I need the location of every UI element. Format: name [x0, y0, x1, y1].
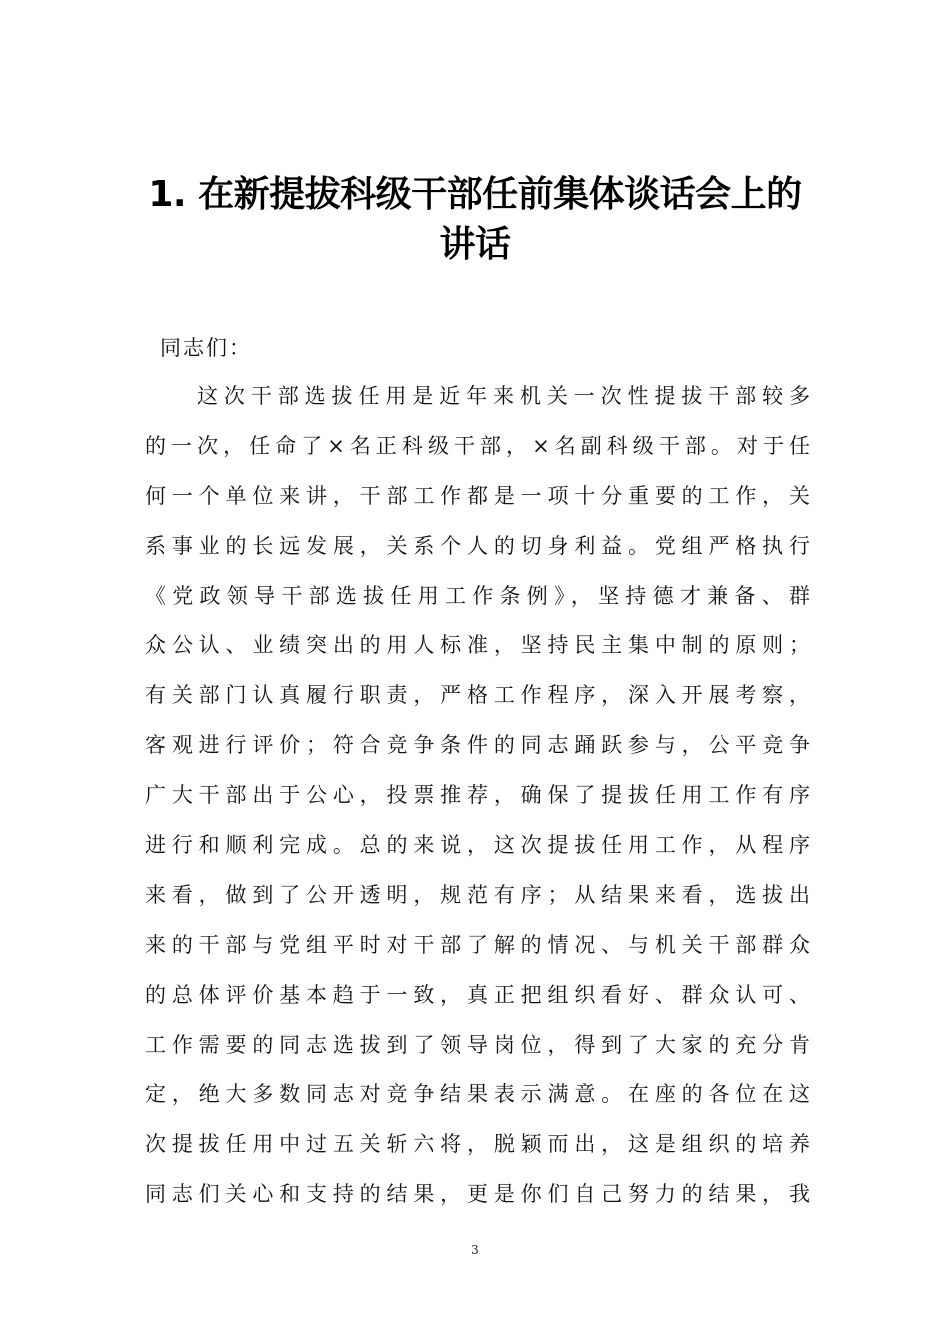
body-line: 《党政领导干部选拔任用工作条例》，坚持德才兼备、群	[145, 583, 810, 608]
body-line: 次提拔任用中过五关斩六将，脱颖而出，这是组织的培养	[145, 1132, 810, 1157]
body-line: 工作需要的同志选拔到了领导岗位，得到了大家的充分肯	[145, 1032, 810, 1057]
body-line: 客观进行评价；符合竞争条件的同志踊跃参与，公平竞争	[145, 733, 810, 758]
body-line: 有关部门认真履行职责，严格工作程序，深入开展考察，	[145, 683, 810, 708]
body-line: 系事业的长远发展，关系个人的切身利益。党组严格执行	[145, 533, 810, 558]
body-paragraph	[145, 376, 810, 1224]
salutation: 同志们：	[160, 336, 252, 360]
body-line: 的总体评价基本趋于一致，真正把组织看好、群众认可、	[145, 982, 810, 1007]
title-line-1: 1. 在新提拔科级干部任前集体谈话会上的	[148, 174, 802, 215]
page-number: 3	[471, 1243, 479, 1257]
body-line: 何一个单位来讲，干部工作都是一项十分重要的工作，关	[145, 483, 810, 508]
document-title	[145, 170, 805, 270]
body-line: 来的干部与党组平时对干部了解的情况、与机关干部群众	[145, 932, 810, 957]
body-line: 同志们关心和支持的结果，更是你们自己努力的结果，我	[145, 1182, 810, 1207]
body-line: 广大干部出于公心，投票推荐，确保了提拔任用工作有序	[145, 783, 810, 808]
body-line: 众公认、业绩突出的用人标准，坚持民主集中制的原则；	[145, 633, 810, 658]
body-line: 的一次，任命了×名正科级干部，×名副科级干部。对于任	[145, 433, 810, 458]
body-line: 来看，做到了公开透明，规范有序；从结果来看，选拔出	[145, 882, 810, 907]
body-line: 这次干部选拔任用是近年来机关一次性提拔干部较多	[197, 384, 810, 408]
title-line-2: 讲话	[439, 224, 511, 265]
body-line: 进行和顺利完成。总的来说，这次提拔任用工作，从程序	[145, 833, 810, 858]
body-line: 定，绝大多数同志对竞争结果表示满意。在座的各位在这	[145, 1082, 810, 1107]
